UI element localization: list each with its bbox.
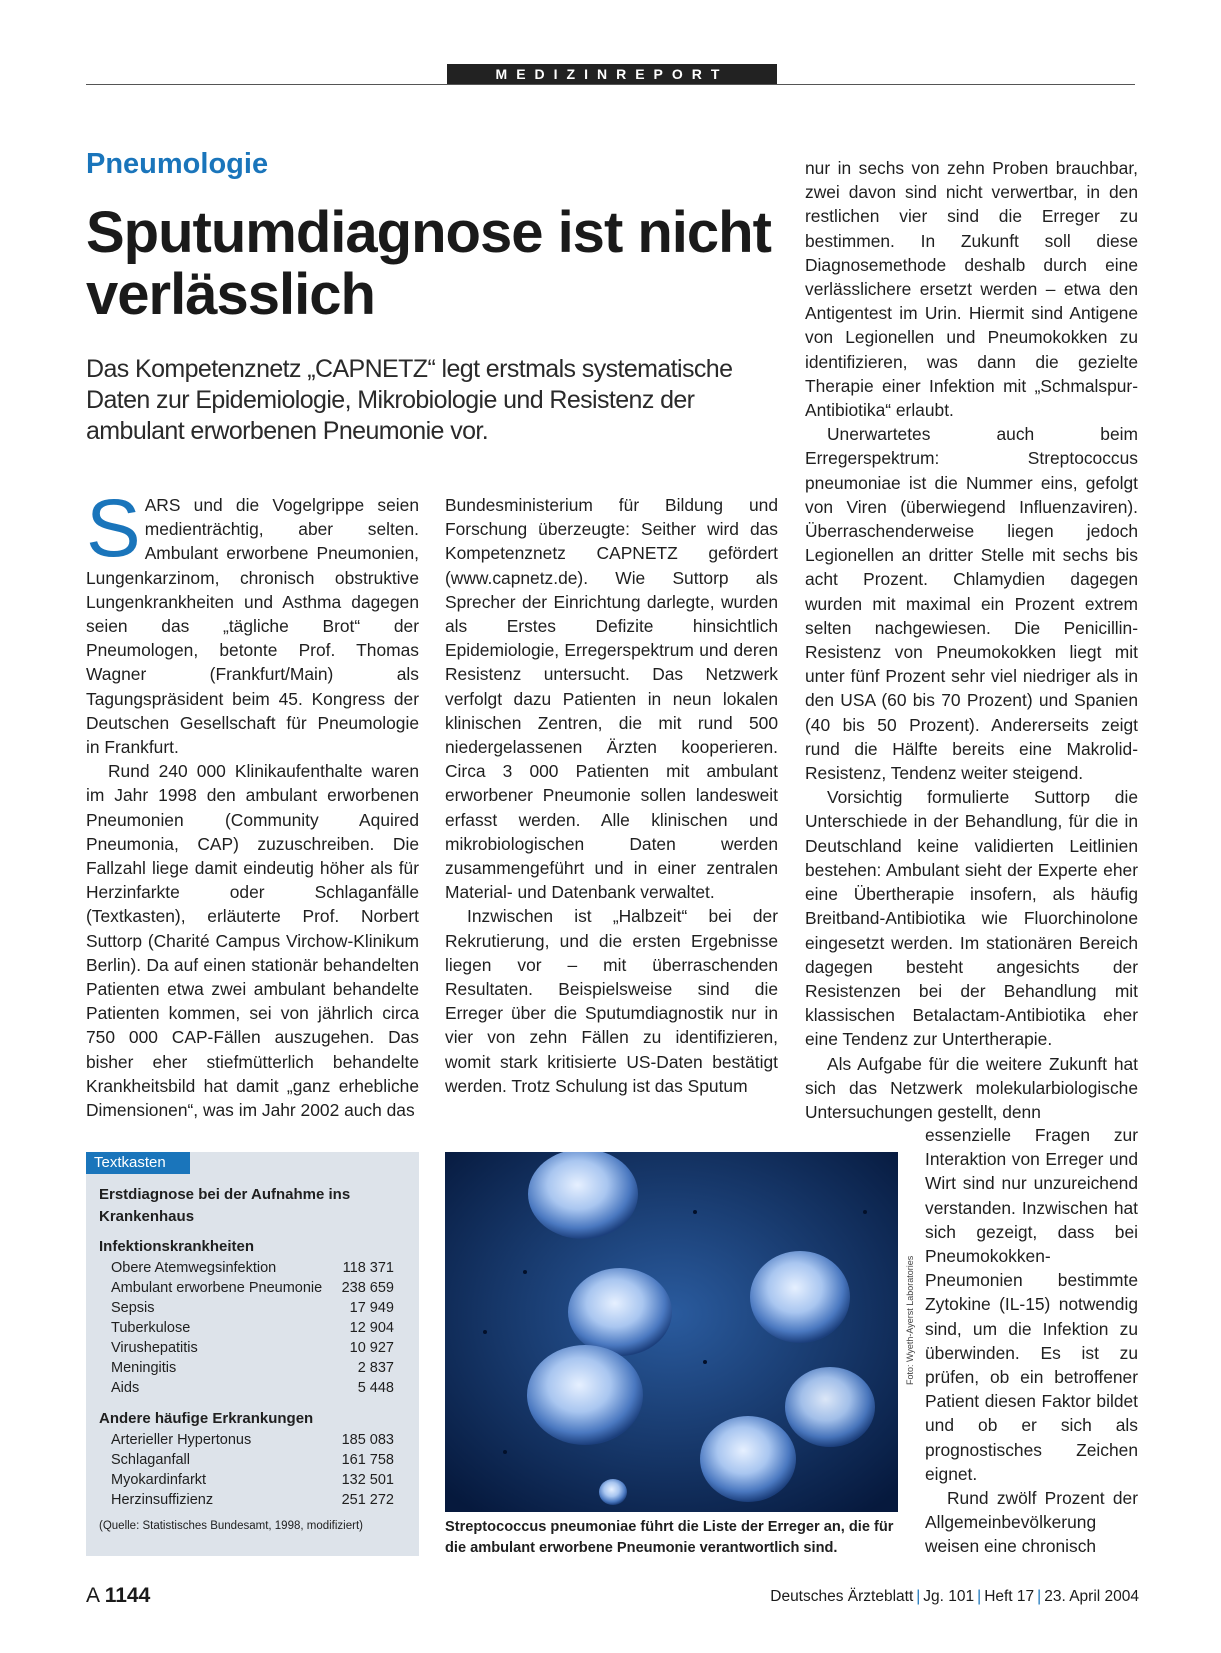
body-column-3 [805,156,1138,1124]
row-value: 12 904 [349,1320,394,1336]
photo-credit: Foto: Wyeth-Ayerst Laboratories [905,1255,915,1385]
journal-volume: Jg. 101 [923,1588,975,1605]
bacteria-photo [445,1152,898,1512]
paragraph: SARS und die Vogelgrippe seien medienträchtig, aber selten. Ambulant erworbene Pneumonien, Lungenkarzinom, chronisch obstruktive Lungenkrankheiten und Asthma dagegen seien das „tägliche Brot“ der Pneumologen, betonte Prof. Thomas Wagner (Frankfurt/Main) als Tagungspräsident beim 45. Kongress der Deutschen Gesellschaft für Pneumologie in Frankfurt. [86,483,419,758]
textkasten-title: Erstdiagnose bei der Aufnahme ins Krankenhaus [99,1186,351,1225]
textkasten-row [99,1278,394,1298]
textkasten-row [99,1378,394,1398]
row-value: 5 448 [357,1380,394,1396]
paragraph: Rund zwölf Prozent der Allgemeinbevölkerung weisen eine chronisch [925,1488,1138,1557]
row-value: 185 083 [341,1432,394,1448]
textkasten-row [99,1338,394,1358]
paragraph: Inzwischen ist „Halbzeit“ bei der Rekrutierung, und die ersten Ergebnisse liegen vor – mit überraschenden Resultaten. Beispielsweise sind die Erreger über die Sputumdiagnostik nur in vier von zehn Fällen zu identifizieren, womit stark kritisierte US-Daten bestätigt werden. Trotz Schulung ist das Sputum [445,906,778,1096]
textkasten-row [99,1430,394,1450]
row-value: 132 501 [341,1472,394,1488]
textkasten-content [99,1184,394,1532]
journal-issue: Heft 17 [984,1588,1035,1605]
row-label: Sepsis [111,1300,155,1316]
body-column-3-continued [925,1123,1138,1559]
paragraph: Vorsichtig formulierte Suttorp die Unterschiede in der Behandlung, für die in Deutschland keine validierten Leitlinien bestehen: Ambulant sieht der Experte eher eine Übertherapie insofern, als häufig Breitband-Antibiotika wie Fluorchinolone eingesetzt werden. Im stationären Bereich dagegen besteht angesichts der Resistenzen bei der Behandlung mit klassischen Betalactam-Antibiotika eher eine Tendenz zur Untertherapie. [805,787,1138,1050]
figure-caption: Streptococcus pneumoniae führt die Liste der Erreger an, die für die ambulant erworbene Pneumonie verantwortlich sind. [445,1519,894,1556]
drop-cap: S [86,483,141,574]
textkasten-row [99,1258,394,1278]
textkasten-row [99,1318,394,1338]
row-label: Meningitis [111,1360,177,1376]
row-label: Tuberkulose [111,1320,191,1336]
journal-date: 23. April 2004 [1044,1588,1139,1605]
paragraph: Unerwartetes auch beim Erregerspektrum: Streptococcus pneumoniae ist die Nummer eins, gefolgt von Viren (überwiegend Influenzaviren). Überraschenderweise liegen jedoch Legionellen an dritter Stelle mit sechs bis acht Prozent. Chlamydien dagegen wurden mit maximal ein Prozent extrem selten nachgewiesen. Die Penicillin-Resistenz von Pneumokokken liegt mit unter fünf Prozent sehr viel niedriger als in den USA (60 bis 70 Prozent) und Spanien (40 bis 50 Prozent). Andererseits zeigt rund die Hälfte bereits eine Makrolid-Resistenz, Tendenz weiter steigend. [805,424,1138,784]
row-label: Schlaganfall [111,1452,190,1468]
paragraph: essenzielle Fragen zur Interaktion von Erreger und Wirt sind nur unzureichend verstanden. Inzwischen hat sich gezeigt, dass bei Pneumokokken-Pneumonien bestimmte Zytokine (IL-15) notwendig sind, um die Infektion zu überwinden. Es ist zu prüfen, ob ein betroffener Patient diesen Faktor bildet und ob er sich als prognostisches Zeichen eignet. [925,1125,1138,1484]
journal-info: Deutsches Ärzteblatt | Jg. 101 | Heft 17 | 23. April 2004 [770,1588,1139,1605]
article-lead: Das Kompetenznetz „CAPNETZ“ legt erstmals systematische Daten zur Epidemiologie, Mikrobiologie und Resistenz der ambulant erworbenen Pneumonie vor. [86,355,733,445]
row-label: Obere Atemwegsinfektion [111,1260,277,1276]
textkasten-rows [99,1430,394,1510]
textkasten-row [99,1490,394,1510]
row-value: 161 758 [341,1452,394,1468]
article-kicker: Pneumologie [86,148,269,180]
journal-name: Deutsches Ärzteblatt [770,1588,914,1605]
row-label: Myokardinfarkt [111,1472,207,1488]
streptococcus-micrograph [445,1152,898,1512]
paragraph: Rund 240 000 Klinikaufenthalte waren im Jahr 1998 den ambulant erworbenen Pneumonien (Community Aquired Pneumonia, CAP) zuzuschreiben. Die Fallzahl liege damit eindeutig höher als für Herzinfarkte oder Schlaganfälle (Textkasten), erläuterte Prof. Norbert Suttorp (Charité Campus Virchow-Klinikum Berlin). Da auf einen stationär behandelten Patienten etwa zwei ambulant behandelte Patienten kommen, sei von jährlich circa 750 000 CAP-Fällen auszugehen. Das bisher eher stiefmütterlich behandelte Krankheitsbild hat damit „ganz erhebliche Dimensionen“, was im Jahr 2002 auch das [86,761,419,1121]
row-value: 251 272 [341,1492,394,1508]
page-number: A 1144 [86,1584,151,1607]
paragraph: nur in sechs von zehn Proben brauchbar, zwei davon sind nicht verwertbar, in den restlichen vier sind die Erreger zu bestimmen. In Zukunft soll diese Diagnosemethode deshalb durch eine verlässlichere ersetzt werden – etwa den Antigentest im Urin. Hiermit sind Antigene von Legionellen und Pneumokokken zu identifizieren, was dann die gezielte Therapie einer Infektion mit „Schmalspur-Antibiotika“ erlaubt. [805,158,1138,421]
row-label: Virushepatitis [111,1340,198,1356]
body-column-1 [86,483,419,1122]
row-value: 2 837 [357,1360,394,1376]
paragraph: Bundesministerium für Bildung und Forschung überzeugte: Seither wird das Kompetenznetz CAPNETZ gefördert (www.capnetz.de). Wie Suttorp als Sprecher der Einrichtung darlegte, wurden als Erstes Defizite hinsichtlich Epidemiologie, Erregerspektrum und deren Resistenz untersucht. Das Netzwerk verfolgt dazu Patienten in neun lokalen klinischen Zentren, die mit rund 500 niedergelassenen Ärzten kooperieren. Circa 3 000 Patienten mit ambulant erworbener Pneumonie sollen landesweit erfasst werden. Alle klinischen und mikrobiologischen Daten werden zusammengeführt und in einer zentralen Material- und Datenbank verwaltet. [445,495,778,903]
textkasten-row [99,1470,394,1490]
textkasten-row [99,1298,394,1318]
row-value: 238 659 [341,1280,394,1296]
textkasten-section: Infektionskrankheiten [99,1238,255,1255]
paragraph: Als Aufgabe für die weitere Zukunft hat sich das Netzwerk molekularbiologische Untersuchungen gestellt, denn [805,1053,1138,1122]
textkasten-label: Textkasten [86,1152,190,1174]
textkasten-source: (Quelle: Statistisches Bundesamt, 1998, modifiziert) [99,1520,363,1532]
row-value: 17 949 [349,1300,394,1316]
row-label: Herzinsuffizienz [111,1492,214,1508]
header-rule [86,84,1135,85]
article-title: Sputumdiagnose ist nicht verlässlich [86,200,771,327]
row-label: Arterieller Hypertonus [111,1432,252,1448]
textkasten-row [99,1358,394,1378]
row-value: 118 371 [342,1260,394,1276]
body-column-2 [445,493,778,1098]
row-label: Aids [111,1380,140,1396]
textkasten-row [99,1450,394,1470]
textkasten-section: Andere häufige Erkrankungen [99,1410,314,1427]
row-value: 10 927 [349,1340,394,1356]
section-label: MEDIZINREPORT [447,64,777,84]
row-label: Ambulant erworbene Pneumonie [111,1280,323,1296]
textkasten-rows [99,1258,394,1398]
